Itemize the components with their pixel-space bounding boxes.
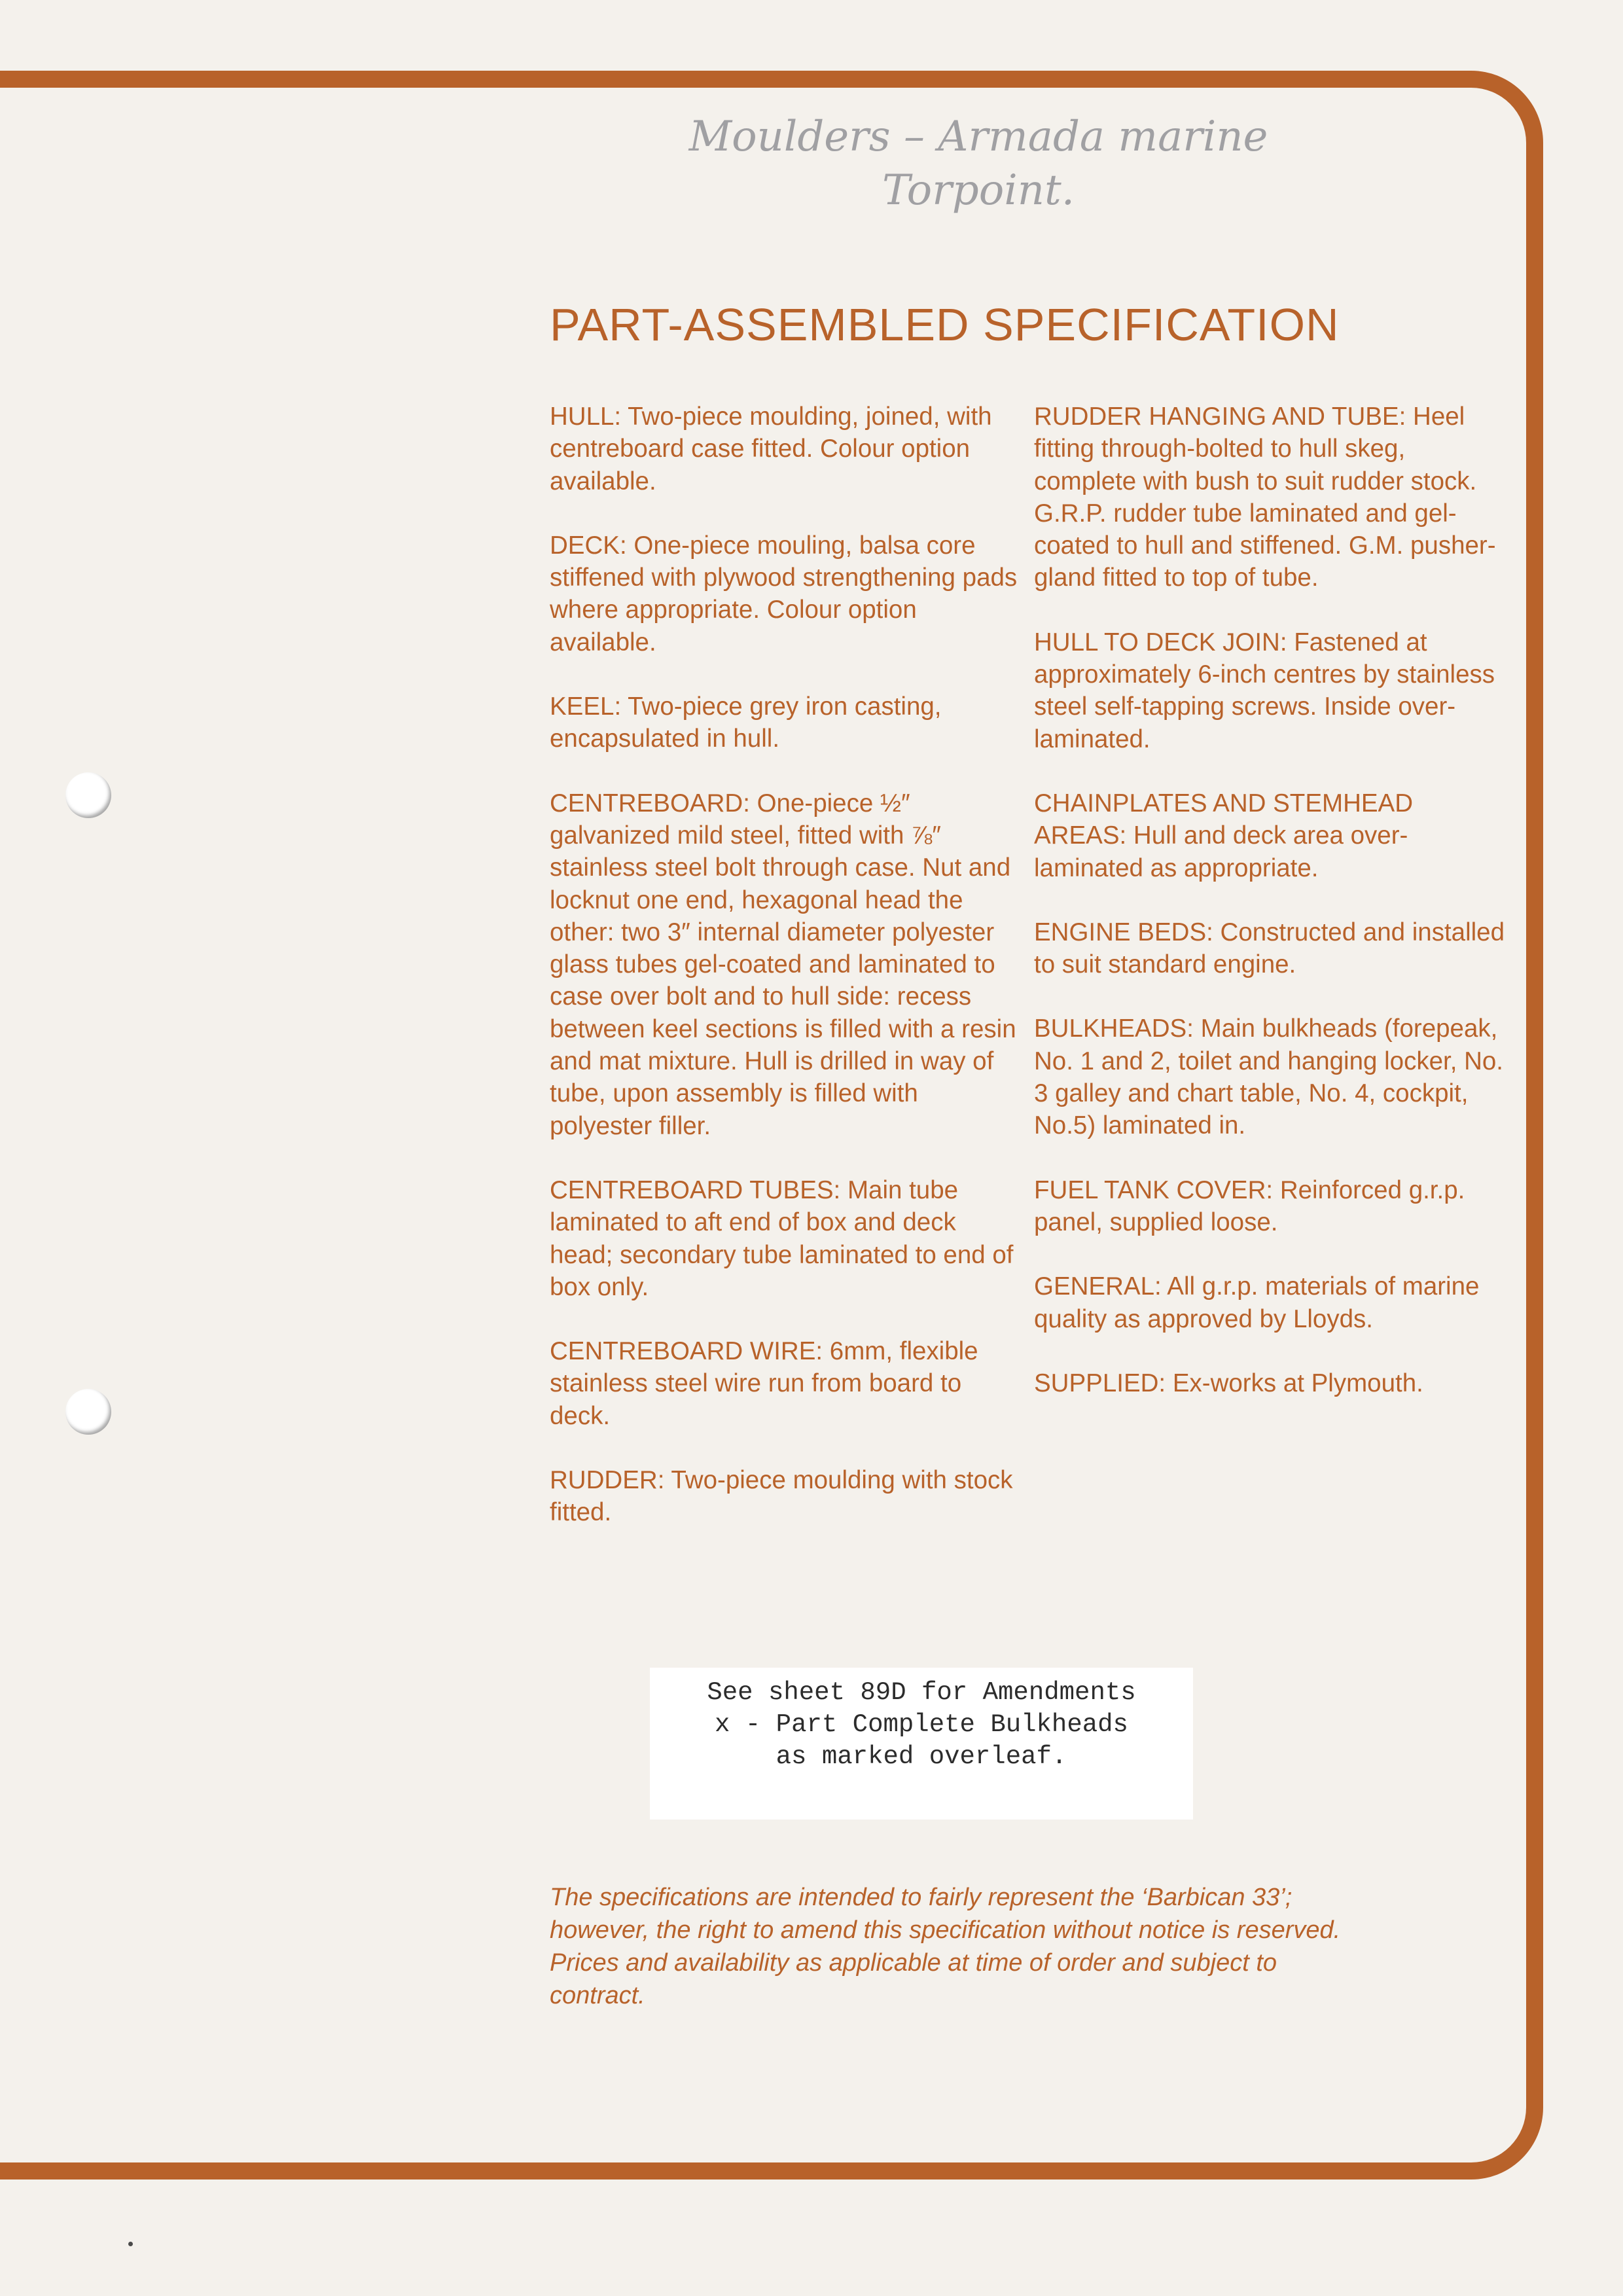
spec-centreboard-wire bbox=[550, 1335, 1021, 1432]
spec-general bbox=[1034, 1270, 1505, 1335]
handwritten-note-line2: Torpoint. bbox=[882, 166, 1075, 215]
spec-text: All g.r.p. materials of marine quality as approved by Lloyds. bbox=[1034, 1272, 1480, 1333]
spec-heading: HULL TO DECK JOIN: bbox=[1034, 628, 1287, 656]
page-title: PART-ASSEMBLED SPECIFICATION bbox=[550, 299, 1340, 350]
punch-hole-bottom bbox=[65, 1389, 111, 1435]
disclaimer-line1: The specifications are intended to fairly represent the ‘Barbican 33’; bbox=[550, 1884, 1293, 1911]
spec-rudder bbox=[550, 1464, 1021, 1529]
disclaimer bbox=[550, 1881, 1492, 2012]
spec-heading: CENTREBOARD TUBES: bbox=[550, 1175, 841, 1204]
spec-heading: BULKHEADS: bbox=[1034, 1014, 1194, 1043]
spec-text: Reinforced g.r.p. panel, supplied loose. bbox=[1034, 1175, 1465, 1236]
disclaimer-line2: however, the right to amend this specification without notice is reserved. bbox=[550, 1916, 1341, 1944]
spec-deck bbox=[550, 529, 1021, 658]
spec-heading: CENTREBOARD: bbox=[550, 789, 750, 817]
spec-heading: RUDDER HANGING AND TUBE: bbox=[1034, 403, 1406, 431]
spec-heading: CHAINPLATES AND STEMHEAD AREAS: bbox=[1034, 789, 1414, 850]
spec-bulkheads bbox=[1034, 1013, 1505, 1141]
spec-heading: CENTREBOARD WIRE: bbox=[550, 1337, 823, 1366]
left-spec-column bbox=[550, 401, 1021, 1561]
spec-heading: FUEL TANK COVER: bbox=[1034, 1175, 1274, 1204]
spec-text: Main bulkheads (forepeak, No. 1 and 2, toilet and hanging locker, No. 3 galley and chart table, No. 4, cockpit, No.5) laminated in. bbox=[1034, 1014, 1504, 1140]
spec-engine-beds bbox=[1034, 916, 1505, 981]
spec-text: 6mm, flexible stainless steel wire run from board to deck. bbox=[550, 1337, 978, 1430]
spec-text: Two-piece moulding, joined, with centreboard case fitted. Colour option available. bbox=[550, 403, 992, 495]
spec-fuel-tank-cover bbox=[1034, 1174, 1505, 1239]
spec-chainplates bbox=[1034, 787, 1505, 884]
spec-text: One-piece ½″ galvanized mild steel, fitted with ⅞″ stainless steel bolt through case. Nut and locknut one end, hexagonal head the other: two 3″ internal diameter polyester glass tubes gel-coated and laminated to case over bolt and to hull side: recess between keel sections is filled with a resin and mat mixture. Hull is drilled in way of tube, upon assembly is filled with polyester filler. bbox=[550, 789, 1016, 1140]
spec-text: Two-piece moulding with stock fitted. bbox=[550, 1466, 1013, 1527]
notice-line2: x - Part Complete Bulkheads bbox=[715, 1710, 1128, 1739]
spec-heading: DECK: bbox=[550, 531, 627, 560]
amendment-notice-label bbox=[650, 1668, 1193, 1820]
spec-text: Hull and deck area over-laminated as appropriate. bbox=[1034, 821, 1408, 882]
spec-text: One-piece mouling, balsa core stiffened with plywood strengthening pads where appropriate. Colour option available. bbox=[550, 531, 1018, 656]
punch-hole-top bbox=[65, 772, 111, 818]
speck bbox=[128, 2242, 133, 2246]
disclaimer-line3: Prices and availability as applicable at time of order and subject to bbox=[550, 1949, 1277, 1977]
spec-hull-deck-join bbox=[1034, 626, 1505, 755]
spec-rudder-hanging bbox=[1034, 401, 1505, 594]
spec-heading: KEEL: bbox=[550, 692, 622, 721]
spec-text: Ex-works at Plymouth. bbox=[1166, 1369, 1423, 1397]
spec-heading: GENERAL: bbox=[1034, 1272, 1162, 1301]
spec-text: Main tube laminated to aft end of box and deck head; secondary tube laminated to end of box only. bbox=[550, 1175, 1014, 1301]
spec-text: Fastened at approximately 6-inch centres by stainless steel self-tapping screws. Inside over-laminated. bbox=[1034, 628, 1495, 753]
notice-line1: See sheet 89D for Amendments bbox=[707, 1678, 1136, 1707]
spec-heading: SUPPLIED: bbox=[1034, 1369, 1166, 1397]
spec-hull bbox=[550, 401, 1021, 497]
spec-text: Heel fitting through-bolted to hull skeg, complete with bush to suit rudder stock. G.R.P. rudder tube laminated and gel-coated to hull and stiffened. G.M. pusher-gland fitted to top of tube. bbox=[1034, 403, 1496, 592]
spec-keel bbox=[550, 691, 1021, 755]
handwritten-note-line1: Moulders – Armada marine bbox=[688, 113, 1268, 161]
spec-text: Two-piece grey iron casting, encapsulated in hull. bbox=[550, 692, 942, 753]
spec-centreboard bbox=[550, 787, 1021, 1142]
spec-heading: HULL: bbox=[550, 403, 622, 431]
disclaimer-line4: contract. bbox=[550, 1982, 645, 2009]
spec-heading: RUDDER: bbox=[550, 1466, 665, 1495]
spec-text: Constructed and installed to suit standard engine. bbox=[1034, 918, 1505, 979]
right-spec-column bbox=[1034, 401, 1505, 1431]
spec-supplied bbox=[1034, 1367, 1505, 1399]
spec-centreboard-tubes bbox=[550, 1174, 1021, 1303]
handwritten-note bbox=[635, 110, 1322, 217]
spec-heading: ENGINE BEDS: bbox=[1034, 918, 1213, 946]
notice-line3: as marked overleaf. bbox=[776, 1742, 1067, 1771]
